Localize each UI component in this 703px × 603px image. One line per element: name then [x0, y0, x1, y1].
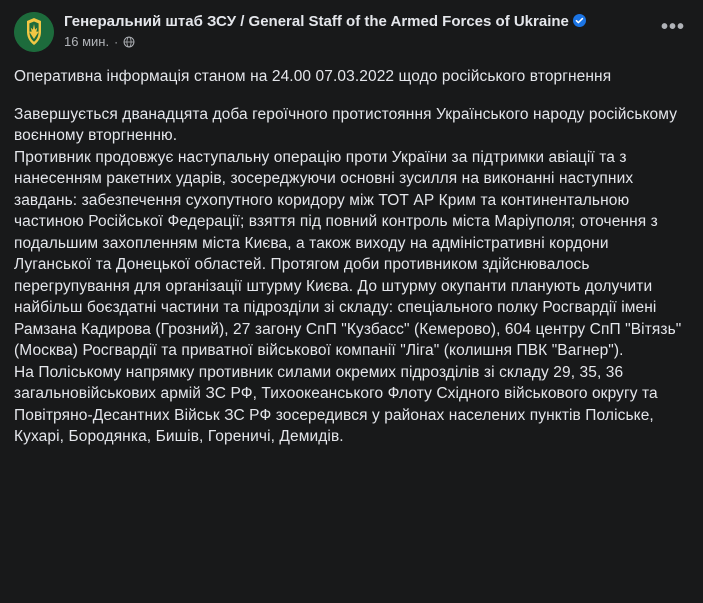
paragraph-spacer: [14, 88, 689, 104]
post-paragraph-1: Оперативна інформація станом на 24.00 07.03.2022 щодо російського вторгнення: [14, 68, 612, 85]
verified-badge-icon: [573, 14, 586, 27]
ellipsis-icon: •••: [660, 16, 685, 38]
post-paragraph-4: На Поліському напрямку противник силами окремих підрозділів зі складу 29, 35, 36 загальновійськових армій ЗС РФ, Тихоокеанського Флоту Східного військового округу та Повітряно-Десантних Військ ЗС РФ зосередився у районах населених пунктів Поліське, Кухарі, Бородянка, Бишів, Гореничі, Демидів.: [14, 363, 658, 445]
post-message: [14, 66, 689, 448]
avatar[interactable]: [14, 12, 54, 52]
military-emblem-avatar-icon: [14, 12, 54, 52]
post-header: [14, 12, 689, 52]
post-meta: [64, 34, 649, 50]
meta-separator: ·: [114, 35, 119, 49]
post-options-button[interactable]: [657, 14, 689, 46]
post-paragraph-3: Противник продовжує наступальну операцію проти України за підтримки авіації та з нанесенням ракетних ударів, зосереджуючи основні зусилля на виконанні наступних завдань: забезпечення сухопутного коридору між ТОТ АР Крим та континентальною частиною Російської Федерації; взяття під повний контроль міста Маріуполя; оточення з подальшим захопленням міста Києва, а також виходу на адміністративні кордони Луганської та Донецької областей. Протягом доби противником здійснювалось перегрупування для організації штурму Києва. До штурму окупанти планують долучити найбільш боєздатні частини та підрозділи зі складу: спеціального полку Росгвардії імені Рамзана Кадирова (Грозний), 27 загону СпП "Кузбасс" (Кемерово), 604 центру СпП "Вітязь" (Москва) Росгвардії та приватної військової компанії "Ліга" (колишня ПВК "Вагнер").: [14, 148, 682, 359]
author-name-row: [64, 12, 649, 31]
timestamp[interactable]: 16 мин.: [64, 34, 110, 49]
page-name[interactable]: Генеральний штаб ЗСУ / General Staff of the Armed Forces of Ukraine: [64, 13, 569, 30]
post-author-block: [64, 12, 689, 50]
globe-icon[interactable]: [123, 36, 135, 48]
post-paragraph-2: Завершується дванадцята доба героїчного протистояння Українського народу російському воєнному вторгненню.: [14, 105, 678, 144]
